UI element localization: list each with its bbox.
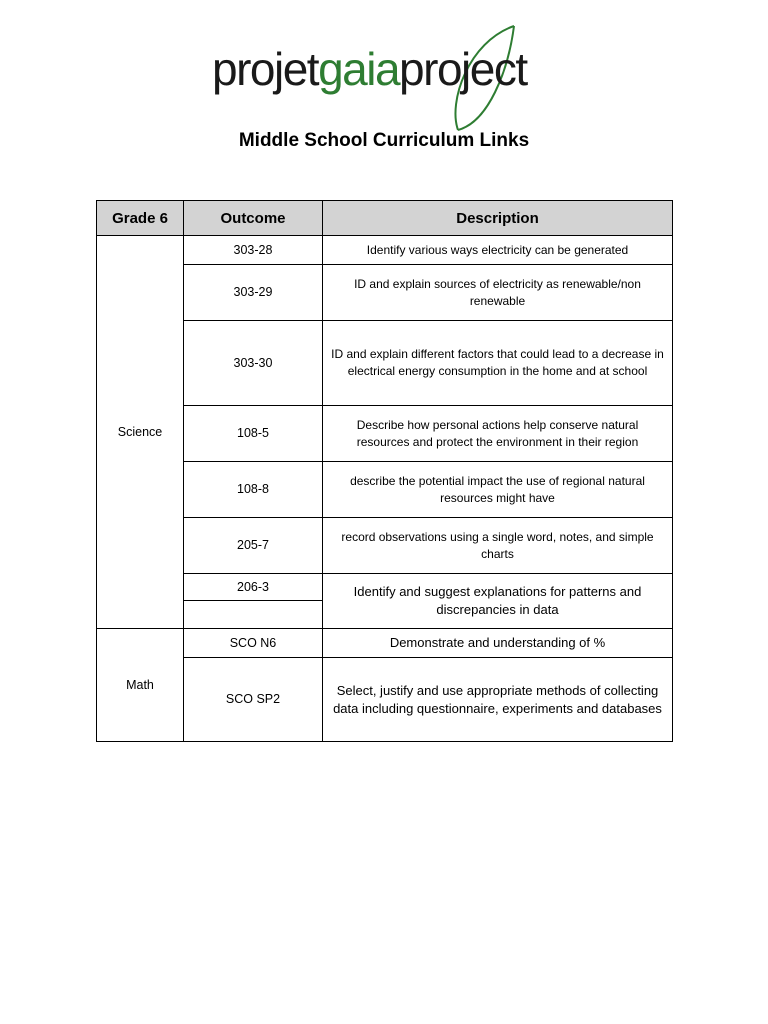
table-row	[97, 406, 673, 462]
logo-part-projet: projet	[212, 43, 319, 95]
table-row	[97, 321, 673, 406]
outcome-cell: 206-3	[184, 574, 323, 601]
logo-wordmark	[212, 43, 527, 95]
description-cell: Identify various ways electricity can be generated	[323, 236, 673, 265]
outcome-cell: 303-28	[184, 236, 323, 265]
table-row	[97, 518, 673, 574]
outcome-cell: 108-8	[184, 462, 323, 518]
logo-part-gaia: gaia	[318, 43, 400, 95]
table-row	[97, 265, 673, 321]
table-row	[97, 658, 673, 742]
description-cell: ID and explain different factors that could lead to a decrease in electrical energy consumption in the home and at school	[323, 321, 673, 406]
table-row	[97, 462, 673, 518]
logo-part-project: project	[399, 43, 527, 95]
outcome-cell: 108-5	[184, 406, 323, 462]
header-outcome: Outcome	[184, 201, 323, 236]
description-cell: Describe how personal actions help conserve natural resources and protect the environment in their region	[323, 406, 673, 462]
table-row	[97, 236, 673, 265]
description-cell: Demonstrate and understanding of %	[323, 629, 673, 658]
outcome-cell: SCO SP2	[184, 658, 323, 742]
description-cell: Identify and suggest explanations for patterns and discrepancies in data	[323, 574, 673, 629]
subject-cell-math: Math	[97, 629, 184, 742]
table-row	[97, 629, 673, 658]
outcome-cell-empty	[184, 601, 323, 629]
curriculum-table	[96, 200, 673, 742]
description-cell: record observations using a single word, notes, and simple charts	[323, 518, 673, 574]
table-row	[97, 574, 673, 601]
description-cell: Select, justify and use appropriate methods of collecting data including questionnaire, experiments and databases	[323, 658, 673, 742]
outcome-cell: 205-7	[184, 518, 323, 574]
header-description: Description	[323, 201, 673, 236]
outcome-cell: 303-30	[184, 321, 323, 406]
outcome-cell: 303-29	[184, 265, 323, 321]
subject-cell-science: Science	[97, 236, 184, 629]
projet-gaia-project-logo	[212, 22, 572, 134]
table-header-row	[97, 201, 673, 236]
outcome-cell: SCO N6	[184, 629, 323, 658]
page-title: Middle School Curriculum Links	[238, 130, 530, 151]
description-cell: ID and explain sources of electricity as renewable/non renewable	[323, 265, 673, 321]
description-cell: describe the potential impact the use of regional natural resources might have	[323, 462, 673, 518]
header-grade: Grade 6	[97, 201, 184, 236]
